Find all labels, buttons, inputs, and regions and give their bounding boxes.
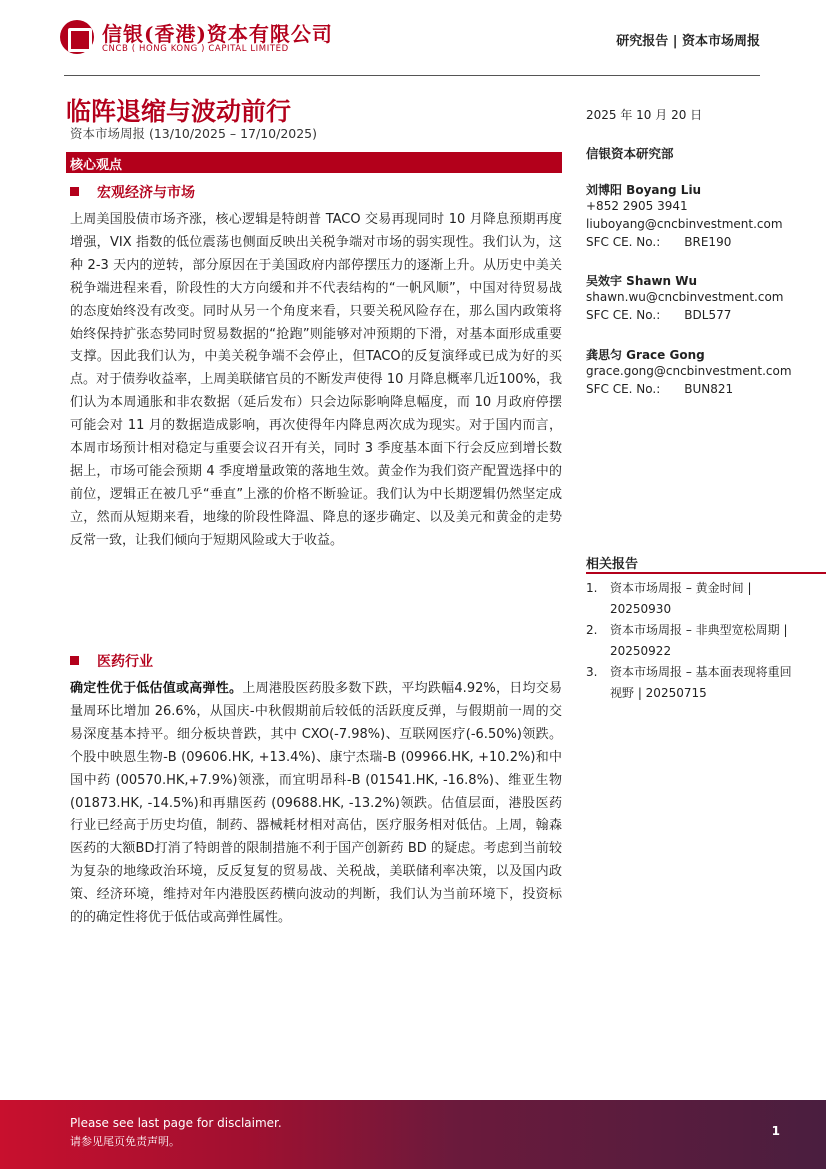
related-reports-list bbox=[586, 578, 796, 704]
related-report-text: 资本市场周报 – 非典型宽松周期 | 20250922 bbox=[610, 623, 788, 658]
square-bullet-icon bbox=[70, 656, 79, 665]
related-reports-title: 相关报告 bbox=[586, 557, 639, 572]
related-report-num: 2. bbox=[586, 623, 598, 637]
sfc-label: SFC CE. No.: bbox=[586, 235, 661, 249]
pharma-paragraph bbox=[70, 678, 562, 930]
disclaimer-en: Please see last page for disclaimer. bbox=[70, 1116, 282, 1130]
sfc-number: BUN821 bbox=[684, 382, 734, 396]
sfc-label: SFC CE. No.: bbox=[586, 382, 661, 396]
square-bullet-icon bbox=[70, 187, 79, 196]
analyst-sfc bbox=[586, 382, 733, 396]
related-report-text: 资本市场周报 – 黄金时间 | 20250930 bbox=[610, 581, 752, 616]
core-view-banner: 核心观点 bbox=[66, 152, 562, 173]
related-report-num: 1. bbox=[586, 581, 598, 595]
section-heading-macro bbox=[70, 182, 195, 202]
related-reports-divider bbox=[586, 572, 826, 574]
section-heading-macro-text: 宏观经济与市场 bbox=[97, 185, 195, 201]
section-heading-pharma bbox=[70, 651, 153, 671]
analyst-name: 龚思匀 Grace Gong bbox=[586, 348, 705, 362]
page-footer bbox=[0, 1100, 826, 1169]
analyst-email[interactable]: shawn.wu@cncbinvestment.com bbox=[586, 290, 784, 304]
analyst-email[interactable]: grace.gong@cncbinvestment.com bbox=[586, 364, 792, 378]
disclaimer-cn: 请参见尾页免责声明。 bbox=[70, 1135, 180, 1148]
analyst-phone: +852 2905 3941 bbox=[586, 199, 688, 213]
company-logo bbox=[60, 18, 333, 58]
logo-company-name-cn: 信银(香港)资本有限公司 bbox=[102, 22, 333, 46]
research-dept: 信银资本研究部 bbox=[586, 146, 674, 161]
macro-paragraph: 上周美国股债市场齐涨，核心逻辑是特朗普 TACO 交易再现同时 10 月降息预期再度增强，VIX 指数的低位震荡也侧面反映出关税争端对市场的弱实现性。我们认为，这种 2-3 天内的逆转，部分原因在于美国政府内部停摆压力的逐渐上升。从历史中美关税争端进程来看，阶段性的大方向缓和并不代表结构的“一帆风顺”，中国对待贸易战的态度始终没有改变。同时从另一个角度来看，只要关税风险存在，那么国内政策将始终保持扩张态势同时贸易数据的“抢跑”则能够对冲预期的下滑，对基本面形成重要支撑。因此我们认为，中美关税争端不会停止，但TACO的反复演绎或已成为好的买点。对于债券收益率，上周美联储官员的不断发声使得 10 月降息概率几近100%，我们认为本周通胀和非农数据（延后发布）只会边际影响降息幅度，而 10 月政府停摆可能会对 11 月的数据造成影响，再次使得年内降息两次成为现实。对于国内而言，本周市场预计相对稳定与重要会议召开有关，同时 3 季度基本面下行会反应到增长数据上，市场可能会预期 4 季度增量政策的落地生效。黄金作为我们资产配置选择中的前位，逻辑正在被几乎“垂直”上涨的价格不断验证。我们认为中长期逻辑仍然坚定成立，然而从短期来看，地缘的阶段性降温、降息的逐步确定、以及美元和黄金的走势反常一致，让我们倾向于短期风险或大于收益。 bbox=[70, 212, 562, 548]
sfc-number: BDL577 bbox=[684, 308, 732, 322]
pharma-lead-sentence: 确定性优于低估值或高弹性。 bbox=[70, 681, 243, 696]
analyst-email[interactable]: liuboyang@cncbinvestment.com bbox=[586, 217, 783, 231]
page-subtitle: 资本市场周报 (13/10/2025 – 17/10/2025) bbox=[70, 126, 318, 141]
sfc-number: BRE190 bbox=[684, 235, 732, 249]
cncb-logo-icon bbox=[60, 20, 94, 54]
analyst-sfc bbox=[586, 308, 731, 322]
logo-company-name-en: CNCB ( HONG KONG ) CAPITAL LIMITED bbox=[102, 44, 289, 54]
header-divider bbox=[64, 75, 760, 76]
report-type-label: 研究报告 | 资本市场周报 bbox=[616, 34, 760, 49]
sfc-label: SFC CE. No.: bbox=[586, 308, 661, 322]
page-title: 临阵退缩与波动前行 bbox=[66, 97, 292, 126]
pharma-body: 上周港股医药股多数下跌，平均跌幅4.92%，日均交易量周环比增加 26.6%，从国庆-中秋假期前后较低的活跃度反弹，与假期前一周的交易深度基本持平。细分板块普跌，其中 CXO(-7.98%)、互联网医疗(-6.50%)领跌。个股中映恩生物-B (09606.HK, +13.4%)、康宁杰瑞-B (09966.HK, +10.2%)和中国中药 (00570.HK,+7.9%)领涨，而宜明昂科-B (01541.HK, -16.8%)、维亚生物 (01873.HK, -14.5%)和再鼎医药 (09688.HK, -13.2%)领跌。估值层面，港股医药行业已经高于历史均值，制药、器械耗材相对高估，医疗服务相对低估。上周，翰森医药的大额BD打消了特朗普的限制措施不利于国产创新药 BD 的疑虑。考虑到当前较为复杂的地缘政治环境，反反复复的贸易战、关税战，美联储利率决策，以及国内政策、经济环境，维持对年内港股医药横向波动的判断，我们认为当前环境下，投资标的的确定性将优于低估或高弹性属性。 bbox=[70, 681, 562, 926]
page-number: 1 bbox=[771, 1124, 780, 1138]
section-heading-pharma-text: 医药行业 bbox=[97, 654, 153, 670]
analyst-sfc bbox=[586, 235, 731, 249]
report-date: 2025 年 10 月 20 日 bbox=[586, 108, 703, 122]
related-report-num: 3. bbox=[586, 665, 598, 679]
analyst-name: 刘博阳 Boyang Liu bbox=[586, 183, 702, 197]
analyst-name: 吴效宇 Shawn Wu bbox=[586, 274, 698, 288]
related-report-item[interactable] bbox=[586, 662, 796, 704]
related-report-item[interactable] bbox=[586, 620, 796, 662]
related-report-text: 资本市场周报 – 基本面表现将重回视野 | 20250715 bbox=[610, 665, 792, 700]
related-report-item[interactable] bbox=[586, 578, 796, 620]
